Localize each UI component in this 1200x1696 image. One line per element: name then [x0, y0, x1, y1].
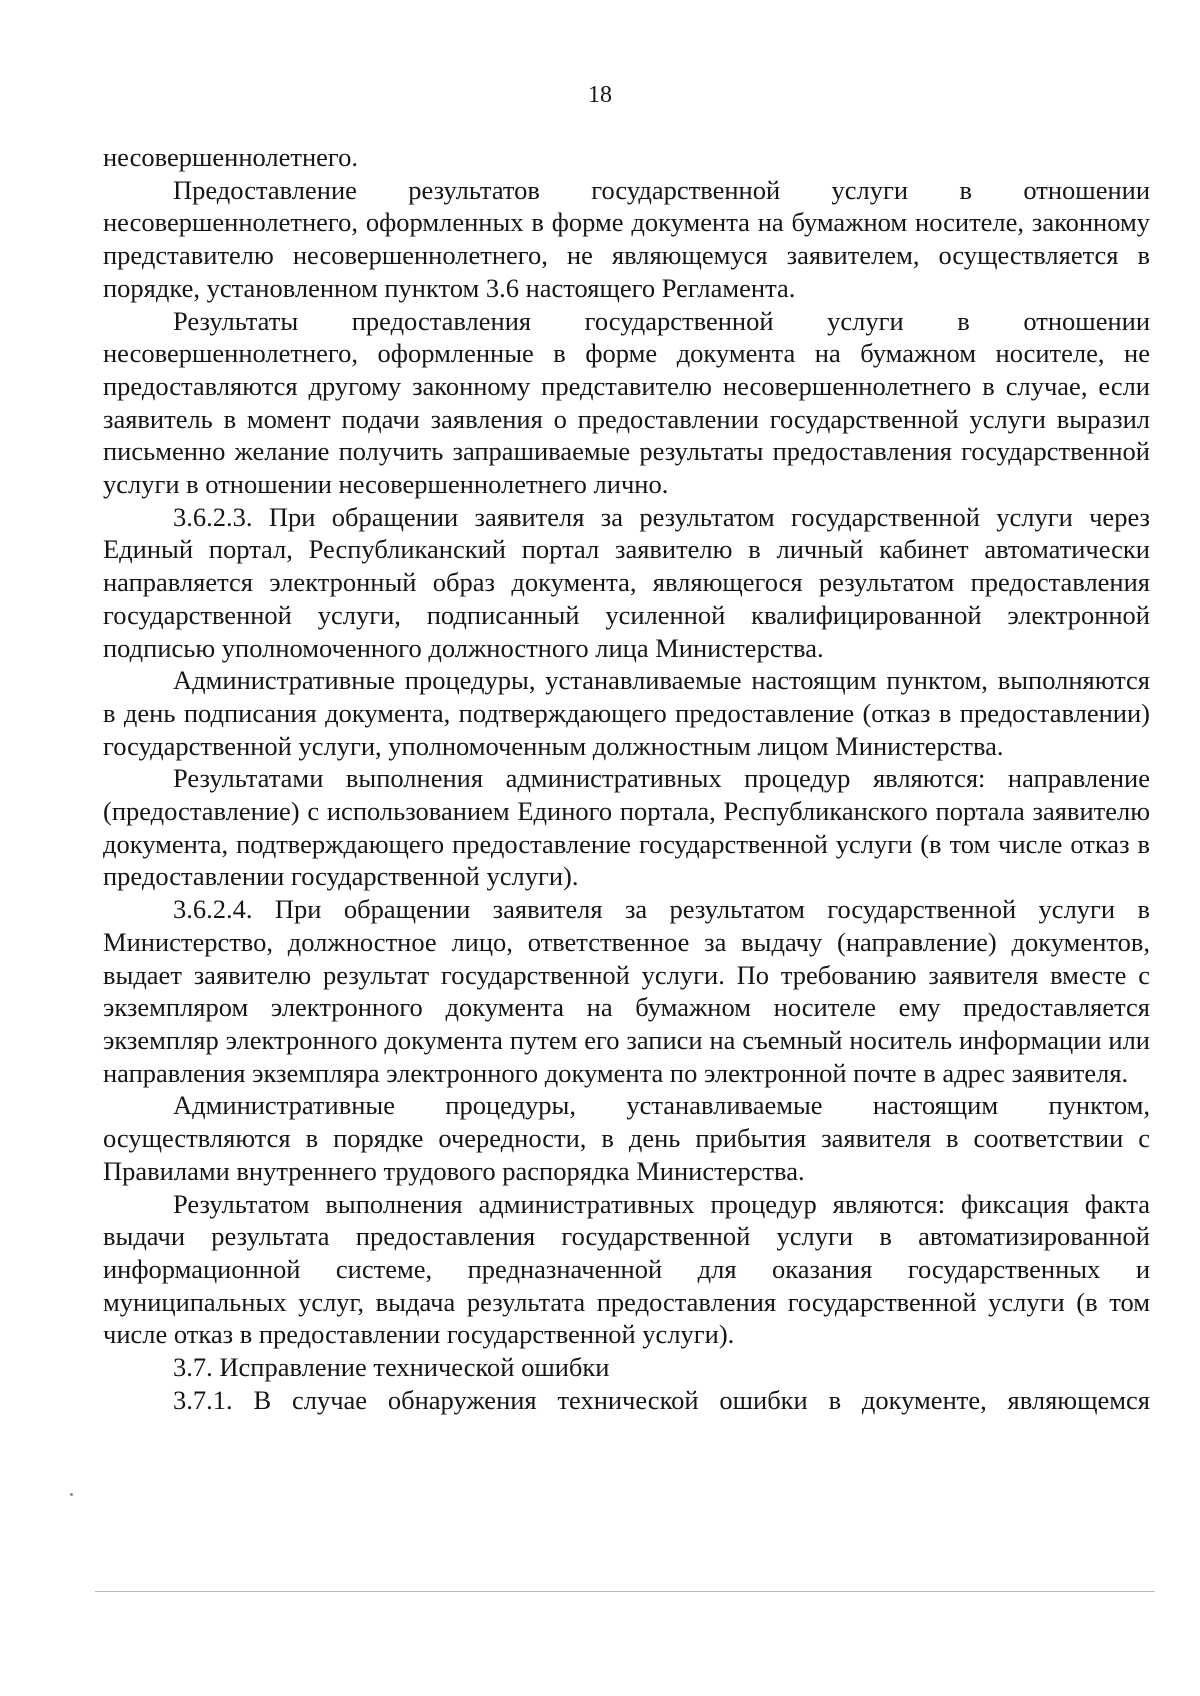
paragraph: Результатами выполнения административных процедур являются: направление (предоставление) с использованием Единого портала, Республиканского портала заявителю документа, подтверждающего предоставление государственной услуги (в том числе отказ в предоставлении государственной услуги).	[103, 763, 1150, 892]
document-body	[103, 141, 1150, 1416]
scan-artifact-line	[95, 1591, 1155, 1592]
paragraph: Административные процедуры, устанавливаемые настоящим пунктом, выполняются в день подписания документа, подтверждающего предоставление (отказ в предоставлении) государственной услуги, уполномоченным должностным лицом Министерства.	[103, 665, 1150, 761]
paragraph-truncated: 3.7.1. В случае обнаружения технической ошибки в документе, являющемся	[173, 1384, 1150, 1415]
page-number: 18	[588, 82, 612, 108]
paragraph: 3.6.2.3. При обращении заявителя за результатом государственной услуги через Единый портал, Республиканский портал заявителю в личный кабинет автоматически направляется электронный образ документа, являющегося результатом предоставления государственной услуги, подписанный усиленной квалифицированной электронной подписью уполномоченного должностного лица Министерства.	[103, 501, 1150, 663]
section-heading: 3.7. Исправление технической ошибки	[173, 1352, 610, 1383]
paragraph: Административные процедуры, устанавливаемые настоящим пунктом, осуществляются в порядке очередности, в день прибытия заявителя в соответствии с Правилами внутреннего трудового распорядка Министерства.	[103, 1090, 1150, 1186]
paragraph: Предоставление результатов государственной услуги в отношении несовершеннолетнего, оформленных в форме документа на бумажном носителе, законному представителю несовершеннолетнего, не являющемуся заявителем, осуществляется в порядке, установленном пунктом 3.6 настоящего Регламента.	[103, 174, 1150, 303]
paragraph: Результаты предоставления государственной услуги в отношении несовершеннолетнего, оформленные в форме документа на бумажном носителе, не предоставляются другому законному представителю несовершеннолетнего в случае, если заявитель в момент подачи заявления о предоставлении государственной услуги выразил письменно желание получить запрашиваемые результаты предоставления государственной услуги в отношении несовершеннолетнего лично.	[103, 305, 1150, 500]
paragraph: Результатом выполнения административных процедур являются: фиксация факта выдачи результата предоставления государственной услуги в автоматизированной информационной системе, предназначенной для оказания государственных и муниципальных услуг, выдача результата предоставления государственной услуги (в том числе отказ в предоставлении государственной услуги).	[103, 1188, 1150, 1350]
scan-artifact-speck	[70, 1493, 73, 1496]
paragraph: 3.6.2.4. При обращении заявителя за результатом государственной услуги в Министерство, должностное лицо, ответственное за выдачу (направление) документов, выдает заявителю результат государственной услуги. По требованию заявителя вместе с экземпляром электронного документа на бумажном носителе ему предоставляется экземпляр электронного документа путем его записи на съемный носитель информации или направления экземпляра электронного документа по электронной почте в адрес заявителя.	[103, 894, 1150, 1088]
paragraph-continuation: несовершеннолетнего.	[103, 142, 359, 172]
